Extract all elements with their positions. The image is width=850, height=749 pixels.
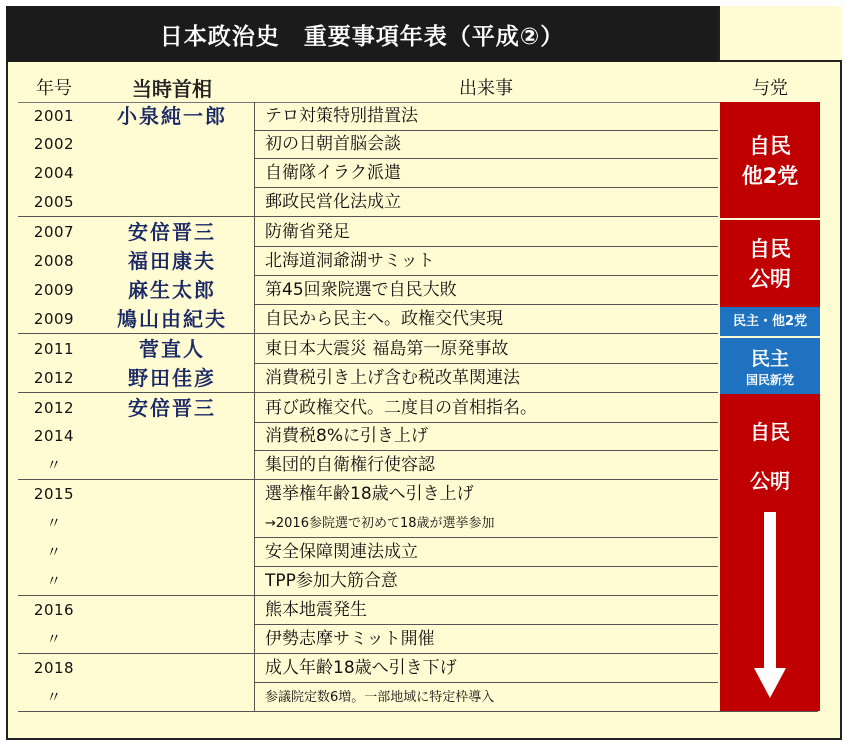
event-cell: 集団的自衛権行使容認 — [265, 455, 435, 475]
year-cell: 2011 — [33, 340, 75, 358]
event-cell: 自民から民主へ。政権交代実現 — [265, 309, 503, 329]
year-cell: 2015 — [33, 485, 75, 503]
year-cell: 〃 — [46, 630, 62, 648]
event-cell: 第45回衆院選で自民大敗 — [265, 280, 457, 300]
year-cell: 2005 — [33, 193, 75, 211]
year-cell: 2014 — [33, 427, 75, 445]
prime-minister-cell: 安倍晋三 — [128, 220, 216, 244]
event-cell: 再び政権交代。二度目の首相指名。 — [265, 398, 537, 418]
event-cell: →2016参院選で初めて18歳が選挙参加 — [265, 516, 495, 531]
row-divider — [18, 216, 718, 217]
arrow-down-icon — [764, 512, 776, 672]
event-cell: TPP参加大筋合意 — [265, 571, 398, 591]
event-cell: 熊本地震発生 — [265, 600, 367, 620]
year-cell: 2016 — [33, 601, 75, 619]
year-cell: 2008 — [33, 252, 75, 270]
party-block-ldp-others — [720, 102, 820, 218]
title-corner-box — [718, 6, 842, 62]
event-cell: 伊勢志摩サミット開催 — [265, 629, 435, 649]
year-cell: 2009 — [33, 310, 75, 328]
party-label: 自民 — [749, 134, 791, 158]
year-cell: 2012 — [33, 369, 75, 387]
event-cell: 郵政民営化法成立 — [265, 192, 401, 212]
prime-minister-cell: 麻生太郎 — [128, 278, 216, 302]
party-label: 公明 — [750, 469, 790, 493]
event-cell: 東日本大震災 福島第一原発事故 — [265, 339, 509, 359]
row-divider — [18, 392, 718, 393]
prime-minister-cell — [92, 422, 252, 451]
event-cell: 参議院定数6増。一部地域に特定枠導入 — [265, 690, 495, 705]
header-ruling-party: 与党 — [752, 78, 788, 99]
event-cell: 安全保障関連法成立 — [265, 542, 418, 562]
event-cell: 消費税引き上げ含む税改革関連法 — [265, 368, 520, 388]
year-cell: 2004 — [33, 164, 75, 182]
party-label: 自民 — [750, 420, 790, 444]
prime-minister-cell — [92, 567, 252, 596]
page-title: 日本政治史 重要事項年表（平成②） — [6, 6, 718, 62]
table-bottom-border — [18, 711, 818, 712]
event-cell: 消費税8%に引き上げ — [265, 426, 428, 446]
party-block-ldp-komeito — [720, 220, 820, 307]
year-cell: 2009 — [33, 281, 75, 299]
header-year: 年号 — [36, 78, 72, 99]
event-cell: 防衛省発足 — [265, 222, 350, 242]
party-label: 民主・他2党 — [732, 314, 808, 329]
prime-minister-cell: 鳩山由紀夫 — [117, 307, 227, 331]
event-cell: 自衛隊イラク派遣 — [265, 163, 401, 183]
year-cell: 2012 — [33, 399, 75, 417]
party-label: 国民新党 — [745, 373, 794, 387]
year-cell: 2018 — [33, 659, 75, 677]
party-block-dpj-pnp — [720, 338, 820, 394]
party-label: 民主 — [750, 348, 789, 370]
party-label: 公明 — [749, 267, 791, 291]
header-prime-minister: 当時首相 — [132, 76, 212, 101]
event-cell: 初の日朝首脳会談 — [265, 134, 401, 154]
year-cell: 〃 — [46, 572, 62, 590]
prime-minister-cell: 安倍晋三 — [128, 396, 216, 420]
prime-minister-cell — [92, 538, 252, 567]
prime-minister-cell — [92, 130, 252, 159]
event-cell: テロ対策特別措置法 — [265, 106, 418, 126]
prime-minister-cell: 菅直人 — [139, 337, 205, 361]
year-cell: 〃 — [46, 543, 62, 561]
arrow-head-icon — [754, 668, 786, 698]
prime-minister-cell — [92, 159, 252, 188]
party-label: 自民 — [749, 237, 791, 261]
prime-minister-cell: 野田佳彦 — [128, 366, 216, 390]
header-event: 出来事 — [459, 78, 513, 99]
prime-minister-cell — [92, 596, 252, 625]
prime-minister-cell: 小泉純一郎 — [117, 104, 227, 128]
party-block-dpj-others — [720, 307, 820, 336]
prime-minister-cell — [92, 188, 252, 217]
year-cell: 2002 — [33, 135, 75, 153]
prime-minister-cell: 福田康夫 — [128, 249, 216, 273]
party-label: 他2党 — [741, 164, 799, 188]
event-cell: 北海道洞爺湖サミット — [265, 251, 435, 271]
prime-minister-cell — [92, 683, 252, 712]
prime-minister-cell — [92, 625, 252, 654]
prime-minister-cell — [92, 654, 252, 683]
year-cell: 2007 — [33, 223, 75, 241]
prime-minister-cell — [92, 451, 252, 480]
year-cell: 〃 — [46, 514, 62, 532]
event-cell: 選挙権年齢18歳へ引き上げ — [265, 484, 474, 504]
prime-minister-cell — [92, 509, 252, 538]
prime-minister-cell — [92, 480, 252, 509]
year-cell: 2001 — [33, 107, 75, 125]
year-cell: 〃 — [46, 688, 62, 706]
row-divider — [18, 333, 718, 334]
year-cell: 〃 — [46, 456, 62, 474]
event-cell: 成人年齢18歳へ引き下げ — [265, 658, 457, 678]
